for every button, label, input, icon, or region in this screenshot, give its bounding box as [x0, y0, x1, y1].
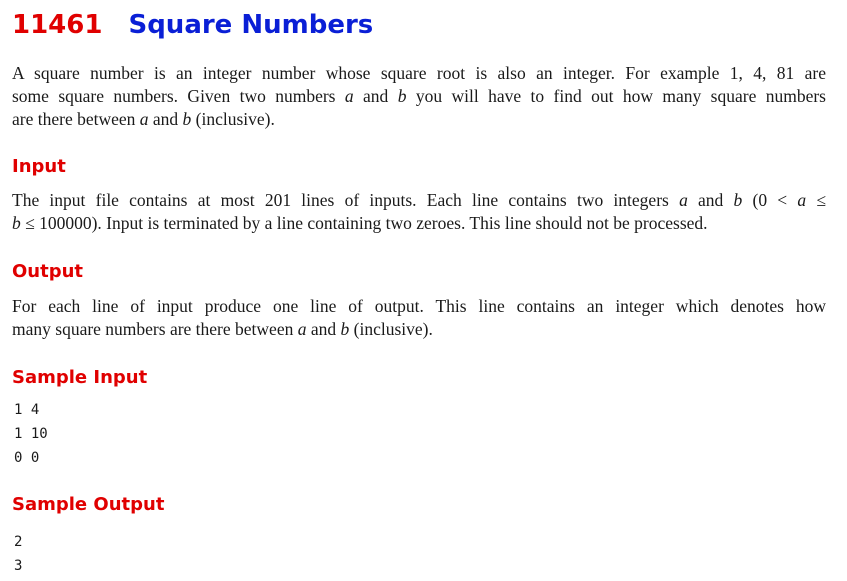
variable-a: a	[139, 109, 149, 129]
input-text: ≤ 100000). Input is terminated by a line containing two zeroes. This line should not be processed.	[20, 213, 708, 233]
output-line-2	[12, 318, 826, 341]
input-description	[12, 189, 826, 235]
sample-output-block	[14, 530, 22, 578]
input-heading: Input	[12, 156, 66, 177]
sample-input-line: 0 0	[14, 450, 40, 466]
output-text: (inclusive).	[349, 319, 433, 339]
statement-text: and	[148, 109, 183, 129]
variable-b: b	[12, 213, 21, 233]
statement-text: are there between	[12, 109, 140, 129]
variable-a: a	[344, 86, 354, 106]
output-line-1: For each line of input produce one line of output. This line contains an integer which denotes how	[12, 296, 826, 316]
variable-b: b	[733, 190, 743, 210]
variable-b: b	[397, 86, 407, 106]
sample-output-heading: Sample Output	[12, 494, 165, 515]
output-heading: Output	[12, 261, 84, 282]
sample-input-block	[14, 398, 48, 470]
output-text: many square numbers are there between	[12, 319, 298, 339]
problem-name: Square Numbers	[128, 10, 374, 40]
statement-line-2	[12, 85, 826, 108]
variable-a: a	[679, 190, 688, 210]
statement-line-3	[12, 108, 826, 131]
sample-input-line: 1 4	[14, 402, 40, 418]
input-text: and	[687, 190, 734, 210]
input-text: ≤	[806, 190, 826, 210]
problem-number: 11461	[12, 10, 103, 40]
variable-a: a	[297, 319, 307, 339]
sample-output-line: 2	[14, 534, 23, 550]
statement-text: and	[353, 86, 398, 106]
statement-text: you will have to find out how many square numbers	[406, 86, 826, 106]
sample-output-line: 3	[14, 558, 23, 574]
variable-b: b	[182, 109, 192, 129]
statement-text: (inclusive).	[191, 109, 275, 129]
variable-a: a	[797, 190, 807, 210]
output-text: and	[306, 319, 341, 339]
input-text: The input file contains at most 201 lines of inputs. Each line contains two integers	[12, 190, 680, 210]
problem-title	[12, 8, 373, 42]
statement-line-1: A square number is an integer number whose square root is also an integer. For example 1, 4, 81 are	[12, 63, 826, 83]
statement-text: some square numbers. Given two numbers	[12, 86, 345, 106]
problem-statement	[12, 62, 826, 131]
input-text: (0 <	[742, 190, 798, 210]
variable-b: b	[340, 319, 350, 339]
sample-input-heading: Sample Input	[12, 367, 148, 388]
input-line-2	[12, 212, 826, 235]
input-line-1	[12, 189, 826, 212]
output-description	[12, 295, 826, 341]
sample-input-line: 1 10	[14, 426, 48, 442]
